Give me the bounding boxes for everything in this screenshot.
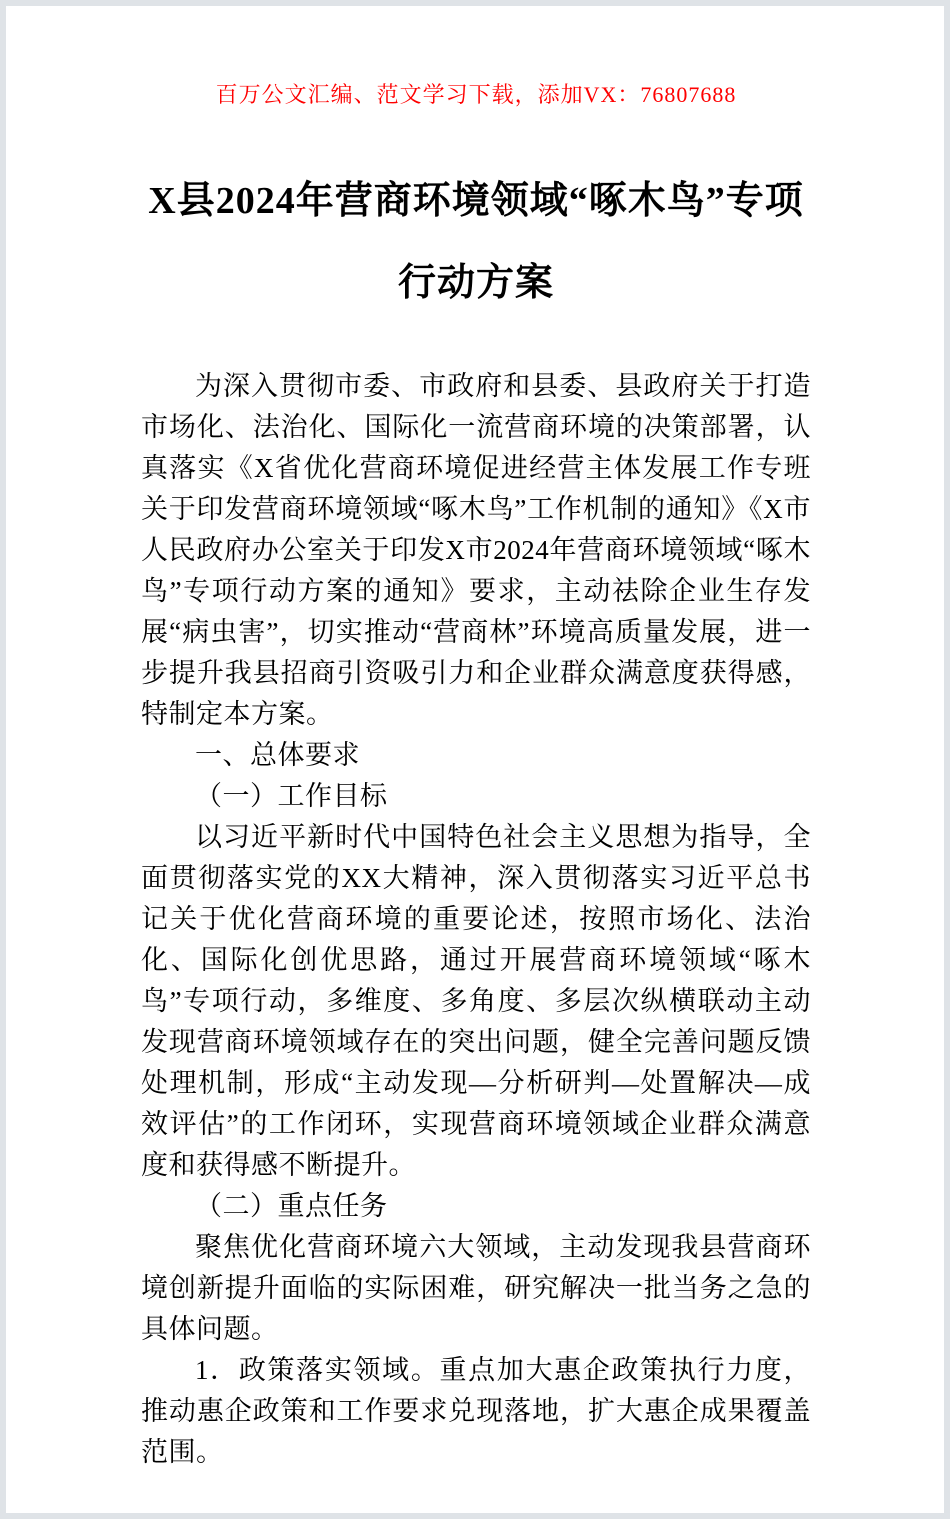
header-notice: 百万公文汇编、范文学习下载，添加VX：76807688 bbox=[215, 82, 737, 107]
document-body bbox=[141, 366, 811, 1473]
title-line-1: X县2024年营商环境领域“啄木鸟”专项 bbox=[148, 180, 804, 222]
subheading-key-tasks: （二）重点任务 bbox=[195, 1191, 388, 1222]
document-title bbox=[141, 161, 811, 324]
paragraph-work-goals: 以习近平新时代中国特色社会主义思想为指导，全面贯彻落实党的XX大精神，深入贯彻落实习近平总书记关于优化营商环境的重要论述，按照市场化、法治化、国际化创优思路，通过开展营商环境领域“啄木鸟”专项行动，多维度、多角度、多层次纵横联动主动发现营商环境领域存在的突出问题，健全完善问题反馈处理机制，形成“主动发现—分析研判—处置解决—成效评估”的工作闭环，实现营商环境领域企业群众满意度和获得感不断提升。 bbox=[141, 822, 811, 1181]
paragraph-policy-implementation: 1．政策落实领域。重点加大惠企政策执行力度，推动惠企政策和工作要求兑现落地，扩大惠企成果覆盖范围。 bbox=[141, 1355, 811, 1468]
document-page bbox=[6, 6, 944, 1513]
paragraph-key-tasks: 聚焦优化营商环境六大领域，主动发现我县营商环境创新提升面临的实际困难，研究解决一批当务之急的具体问题。 bbox=[141, 1232, 811, 1345]
paragraph-intro: 为深入贯彻市委、市政府和县委、县政府关于打造市场化、法治化、国际化一流营商环境的决策部署，认真落实《X省优化营商环境促进经营主体发展工作专班关于印发营商环境领域“啄木鸟”工作机制的通知》《X市人民政府办公室关于印发X市2024年营商环境领域“啄木鸟”专项行动方案的通知》要求，主动祛除企业生存发展“病虫害”，切实推动“营商林”环境高质量发展，进一步提升我县招商引资吸引力和企业群众满意度获得感，特制定本方案。 bbox=[141, 371, 811, 730]
subheading-work-goals: （一）工作目标 bbox=[195, 781, 388, 812]
heading-overall-requirements: 一、总体要求 bbox=[195, 740, 360, 771]
title-line-2: 行动方案 bbox=[397, 261, 554, 304]
